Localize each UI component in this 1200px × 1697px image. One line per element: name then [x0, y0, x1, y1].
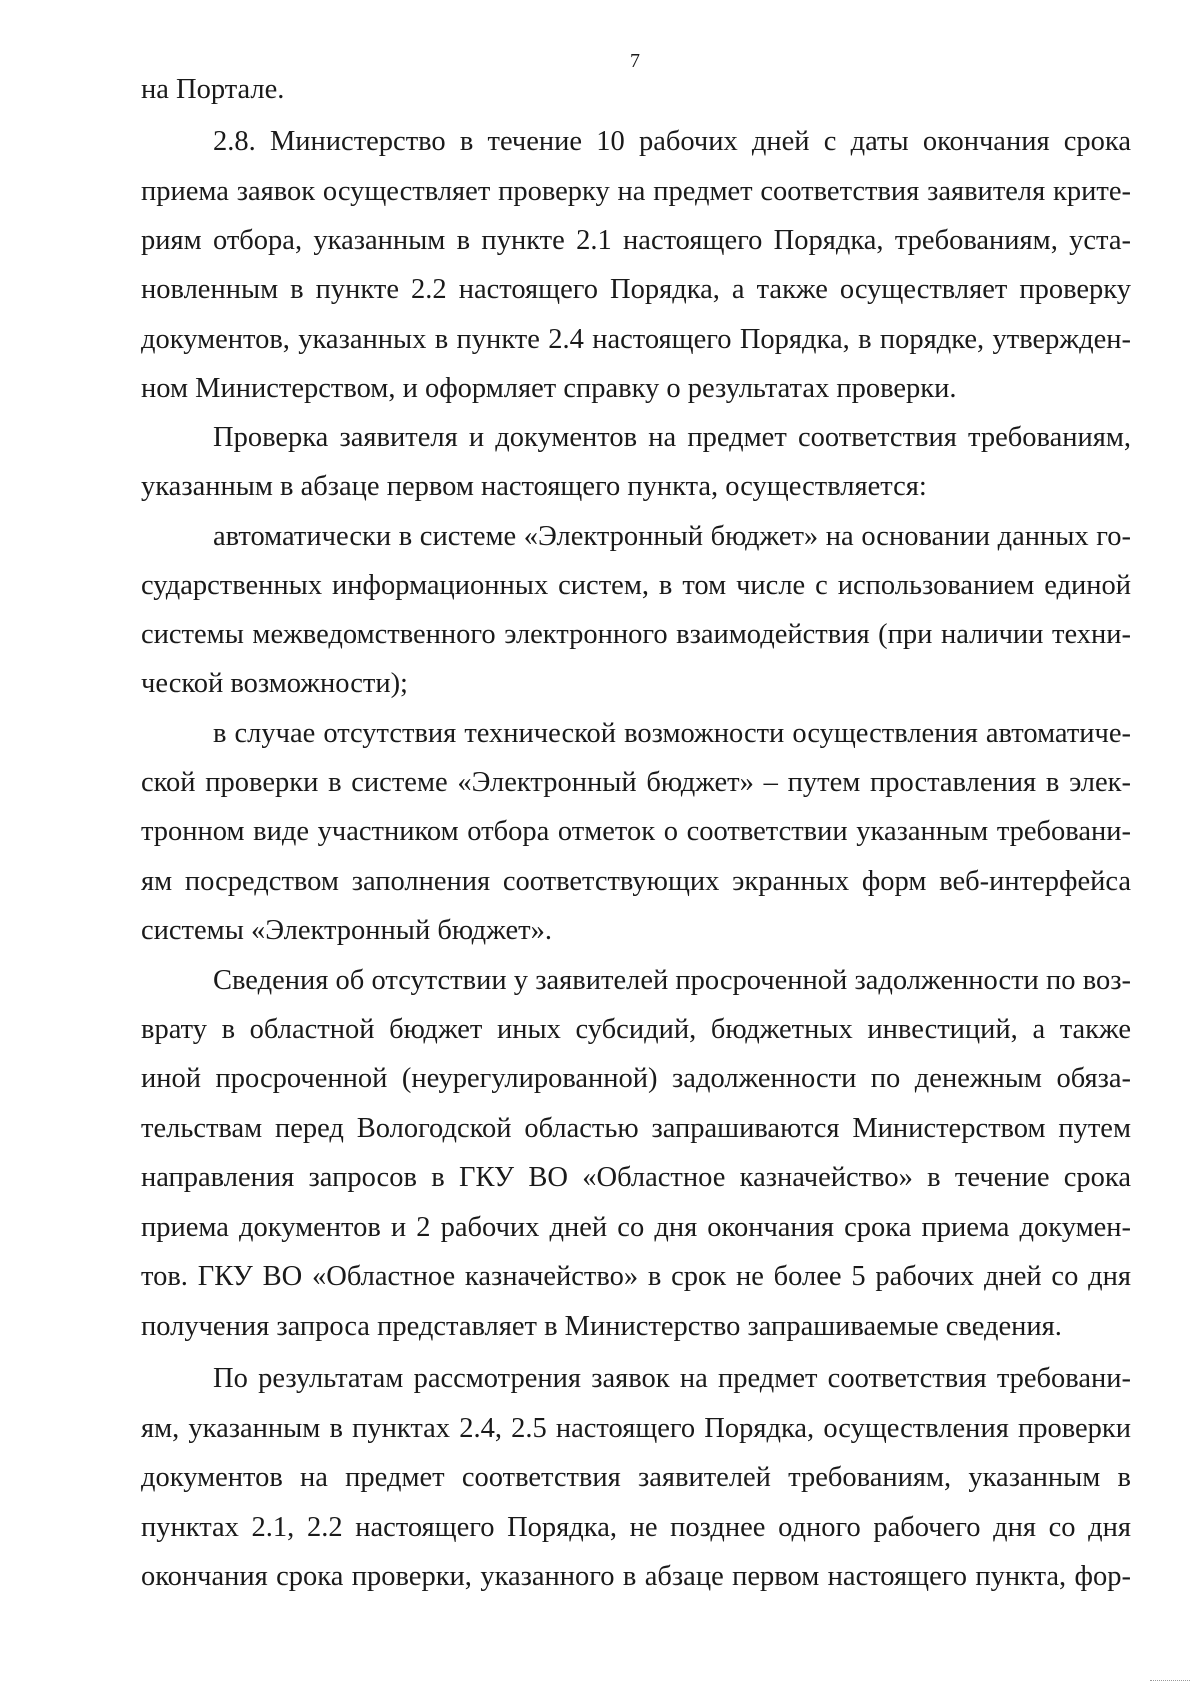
- text-line: тронном виде участником отбора отметок о соответствии указанным требовани-: [141, 816, 1131, 847]
- text-line: 2.8. Министерство в течение 10 рабочих дней с даты окончания срока: [213, 126, 1131, 157]
- text-line: документов, указанных в пункте 2.4 настоящего Порядка, в порядке, утвержден-: [141, 324, 1131, 355]
- page-number: 7: [630, 50, 640, 72]
- text-line: ном Министерством, и оформляет справку о результатах проверки.: [141, 373, 957, 404]
- text-line: системы межведомственного электронного взаимодействия (при наличии техни-: [141, 619, 1131, 650]
- text-line: приема документов и 2 рабочих дней со дня окончания срока приема докумен-: [141, 1212, 1131, 1243]
- text-line: риям отбора, указанным в пункте 2.1 настоящего Порядка, требованиям, уста-: [141, 225, 1131, 256]
- text-line: Сведения об отсутствии у заявителей просроченной задолженности по воз-: [213, 965, 1131, 996]
- text-line: системы «Электронный бюджет».: [141, 915, 552, 946]
- text-line: По результатам рассмотрения заявок на предмет соответствия требовани-: [213, 1363, 1131, 1394]
- text-line: пунктах 2.1, 2.2 настоящего Порядка, не позднее одного рабочего дня со дня: [141, 1512, 1131, 1543]
- text-line: сударственных информационных систем, в том числе с использованием единой: [141, 570, 1131, 601]
- text-line: на Портале.: [141, 74, 285, 105]
- text-line: получения запроса представляет в Министерство запрашиваемые сведения.: [141, 1311, 1062, 1342]
- text-line: документов на предмет соответствия заявителей требованиям, указанным в: [141, 1462, 1131, 1493]
- text-line: ям, указанным в пунктах 2.4, 2.5 настоящего Порядка, осуществления проверки: [141, 1413, 1131, 1444]
- text-line: окончания срока проверки, указанного в абзаце первом настоящего пункта, фор-: [141, 1561, 1131, 1592]
- scan-artifact: [1150, 1680, 1190, 1685]
- text-line: приема заявок осуществляет проверку на предмет соответствия заявителя крите-: [141, 176, 1131, 207]
- text-line: направления запросов в ГКУ ВО «Областное казначейство» в течение срока: [141, 1162, 1131, 1193]
- text-line: ческой возможности);: [141, 668, 408, 699]
- text-line: новленным в пункте 2.2 настоящего Порядка, а также осуществляет проверку: [141, 274, 1131, 305]
- text-line: тельствам перед Вологодской областью запрашиваются Министерством путем: [141, 1113, 1131, 1144]
- text-line: ям посредством заполнения соответствующих экранных форм веб-интерфейса: [141, 866, 1131, 897]
- text-line: автоматически в системе «Электронный бюджет» на основании данных го-: [213, 521, 1131, 552]
- text-line: Проверка заявителя и документов на предмет соответствия требованиям,: [213, 422, 1131, 453]
- text-line: иной просроченной (неурегулированной) задолженности по денежным обяза-: [141, 1063, 1131, 1094]
- text-line: ской проверки в системе «Электронный бюджет» – путем проставления в элек-: [141, 767, 1131, 798]
- text-line: тов. ГКУ ВО «Областное казначейство» в срок не более 5 рабочих дней со дня: [141, 1261, 1131, 1292]
- text-line: врату в областной бюджет иных субсидий, бюджетных инвестиций, а также: [141, 1014, 1131, 1045]
- text-line: в случае отсутствия технической возможности осуществления автоматиче-: [213, 718, 1131, 749]
- text-line: указанным в абзаце первом настоящего пункта, осуществляется:: [141, 471, 927, 502]
